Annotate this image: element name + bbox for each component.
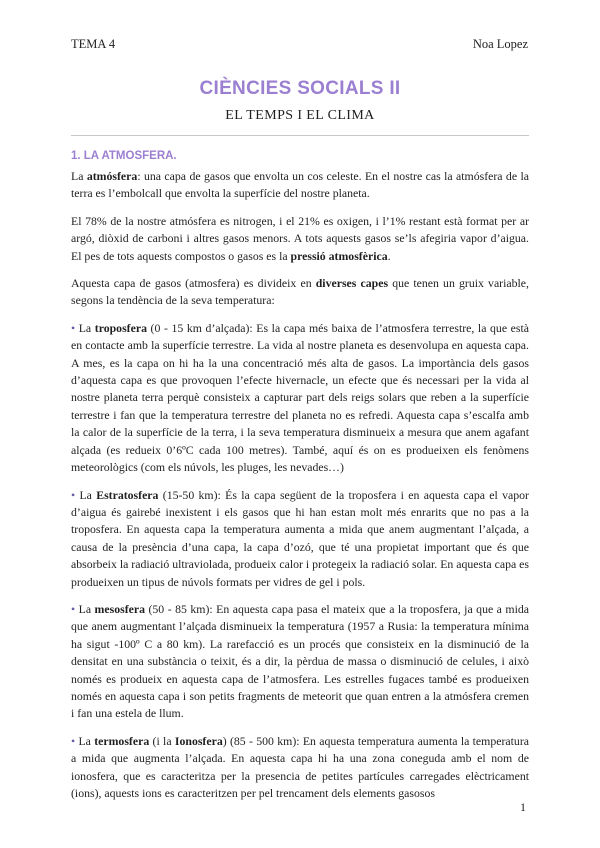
layer-paragraph <box>71 601 529 723</box>
paragraph-text: (50 - 85 km): En aquesta capa pasa el mateix que a la troposfera, ja que a mida que anem augmentant l’alçada disminueix la temperatura (1957 a Rusia: la temperatura mínima ha sigut -100º C a 80 km). La rarefacció es un procés que consisteix en la disminució de la densitat en una substància o teixit, és a dir, la pèrdua de massa o disminució de celules, i això només es produeix en aquesta capa de l’atmosfera. Les estrelles fugaces també es produeixen només en aquesta capa i son petits fragments de meteorit que quan entren a la atmósfera cremen i fan una estela de llum. <box>71 601 529 721</box>
paragraph-text: La <box>75 320 95 335</box>
document-subtitle: EL TEMPS I EL CLIMA <box>225 108 375 123</box>
paragraph-text: ) (85 - 500 km): En aquesta temperatura aumenta la temperatura a mida que augmenta l’alçada. En aquesta capa hi ha una zona coneguda amb el nom de ionosfera, que es caracteritza per la presencia de petites partícules carregades elèctricament (ions), aquests ions es caracteritzen per pel trencament dels elements gasosos <box>71 733 529 800</box>
header-author: Noa Lopez <box>472 37 528 51</box>
paragraph-text: La <box>71 169 87 183</box>
layer-paragraph <box>71 487 529 591</box>
header-topic: TEMA 4 <box>71 37 116 51</box>
document-title: CIÈNCIES SOCIALS II <box>199 78 401 99</box>
paragraph-text: : una capa de gasos que envolta un cos celeste. En el nostre cas la atmósfera de la terra es l’embolcall que envolta la superfície del nostre planeta. <box>71 169 529 201</box>
bold-term: Ionosfera <box>174 733 223 748</box>
paragraph-text: La <box>75 487 97 502</box>
bullet-icon: • <box>71 320 76 335</box>
paragraph-text: La <box>75 733 95 748</box>
paragraph-text: El 78% de la nostre atmósfera es nitrogen, i el 21% es oxigen, i l’1% restant està format per ar argó, diòxid de carboni i altres gasos menors. A tots aquests gasos se’ls afegiria vapor d’aigua. El pes de tots aquests compostos o gasos es la <box>71 213 529 263</box>
layer-paragraph <box>71 733 529 803</box>
paragraph-text: . <box>387 248 391 263</box>
bold-term: atmósfera <box>86 169 138 183</box>
bullet-icon: • <box>71 733 76 748</box>
bullet-icon: • <box>71 601 76 616</box>
layer-paragraph <box>71 320 529 477</box>
title-divider <box>71 135 529 136</box>
paragraph-text: (15-50 km): És la capa següent de la troposfera i en aquesta capa el vapor d’aigua és gairebé inexistent i els gasos que hi han estan molt més enrarits que no pas a la troposfera. En aquesta capa la temperatura aumenta a mida que anem augmentant l’alçada, a causa de la presència d’una capa, la capa d’ozó, que té una propietat important que és que absorbeix la radiació ultraviolada, produeix calor i protegeix la radiació solar. En aquesta capa es produeixen un tipus de núvols formats per vidres de gel i pols. <box>71 487 529 589</box>
body-paragraph <box>71 168 529 203</box>
paragraph-text: que tenen un gruix variable, segons la tendència de la seva temperatura: <box>71 276 529 308</box>
bold-term: mesosfera <box>94 601 145 616</box>
bold-term: termosfera <box>94 733 150 748</box>
paragraph-text: (0 - 15 km d’alçada): Es la capa més baixa de l’atmosfera terrestre, la que està en contacte amb la superfície terrestre. La vida al nostre planeta es desenvolupa en aquesta capa. A mes, es la capa on hi ha la una concentració més alta de gasos. La importància dels gasos d’aquesta capa es que provoquen l’efecte hivernacle, un efecte que és necessari per la vida al nostre planeta terra perquè consisteix a capturar part dels reigs solars que reben a la superfície terrestre i fan que la temperatura terrestre del planeta no es refredi. Aquesta capa s’escalfa amb la calor de la superfície de la terra, i la seva temperatura disminueix a mesura que anem agafant alçada (es redueix 0’6ºC cada 100 metres). També, aquí és on es produeixen els fenòmens meteorològics (com els núvols, les pluges, les nevades…) <box>71 320 529 475</box>
paragraph-list <box>71 168 529 802</box>
section-heading: 1. LA ATMOSFERA. <box>71 150 177 162</box>
bold-term: troposfera <box>94 320 147 335</box>
document-body <box>71 148 529 812</box>
body-paragraph <box>71 213 529 265</box>
bold-term: pressió atmosfèrica <box>290 248 388 263</box>
body-paragraph <box>71 275 529 310</box>
paragraph-text: (i la <box>149 733 175 748</box>
bold-term: Estratosfera <box>96 487 159 502</box>
paragraph-text: La <box>75 601 95 616</box>
page-number: 1 <box>520 800 526 814</box>
bullet-icon: • <box>71 487 76 502</box>
bold-term: diverses capes <box>315 276 389 291</box>
paragraph-text: Aquesta capa de gasos (atmosfera) es divideix en <box>71 276 316 291</box>
